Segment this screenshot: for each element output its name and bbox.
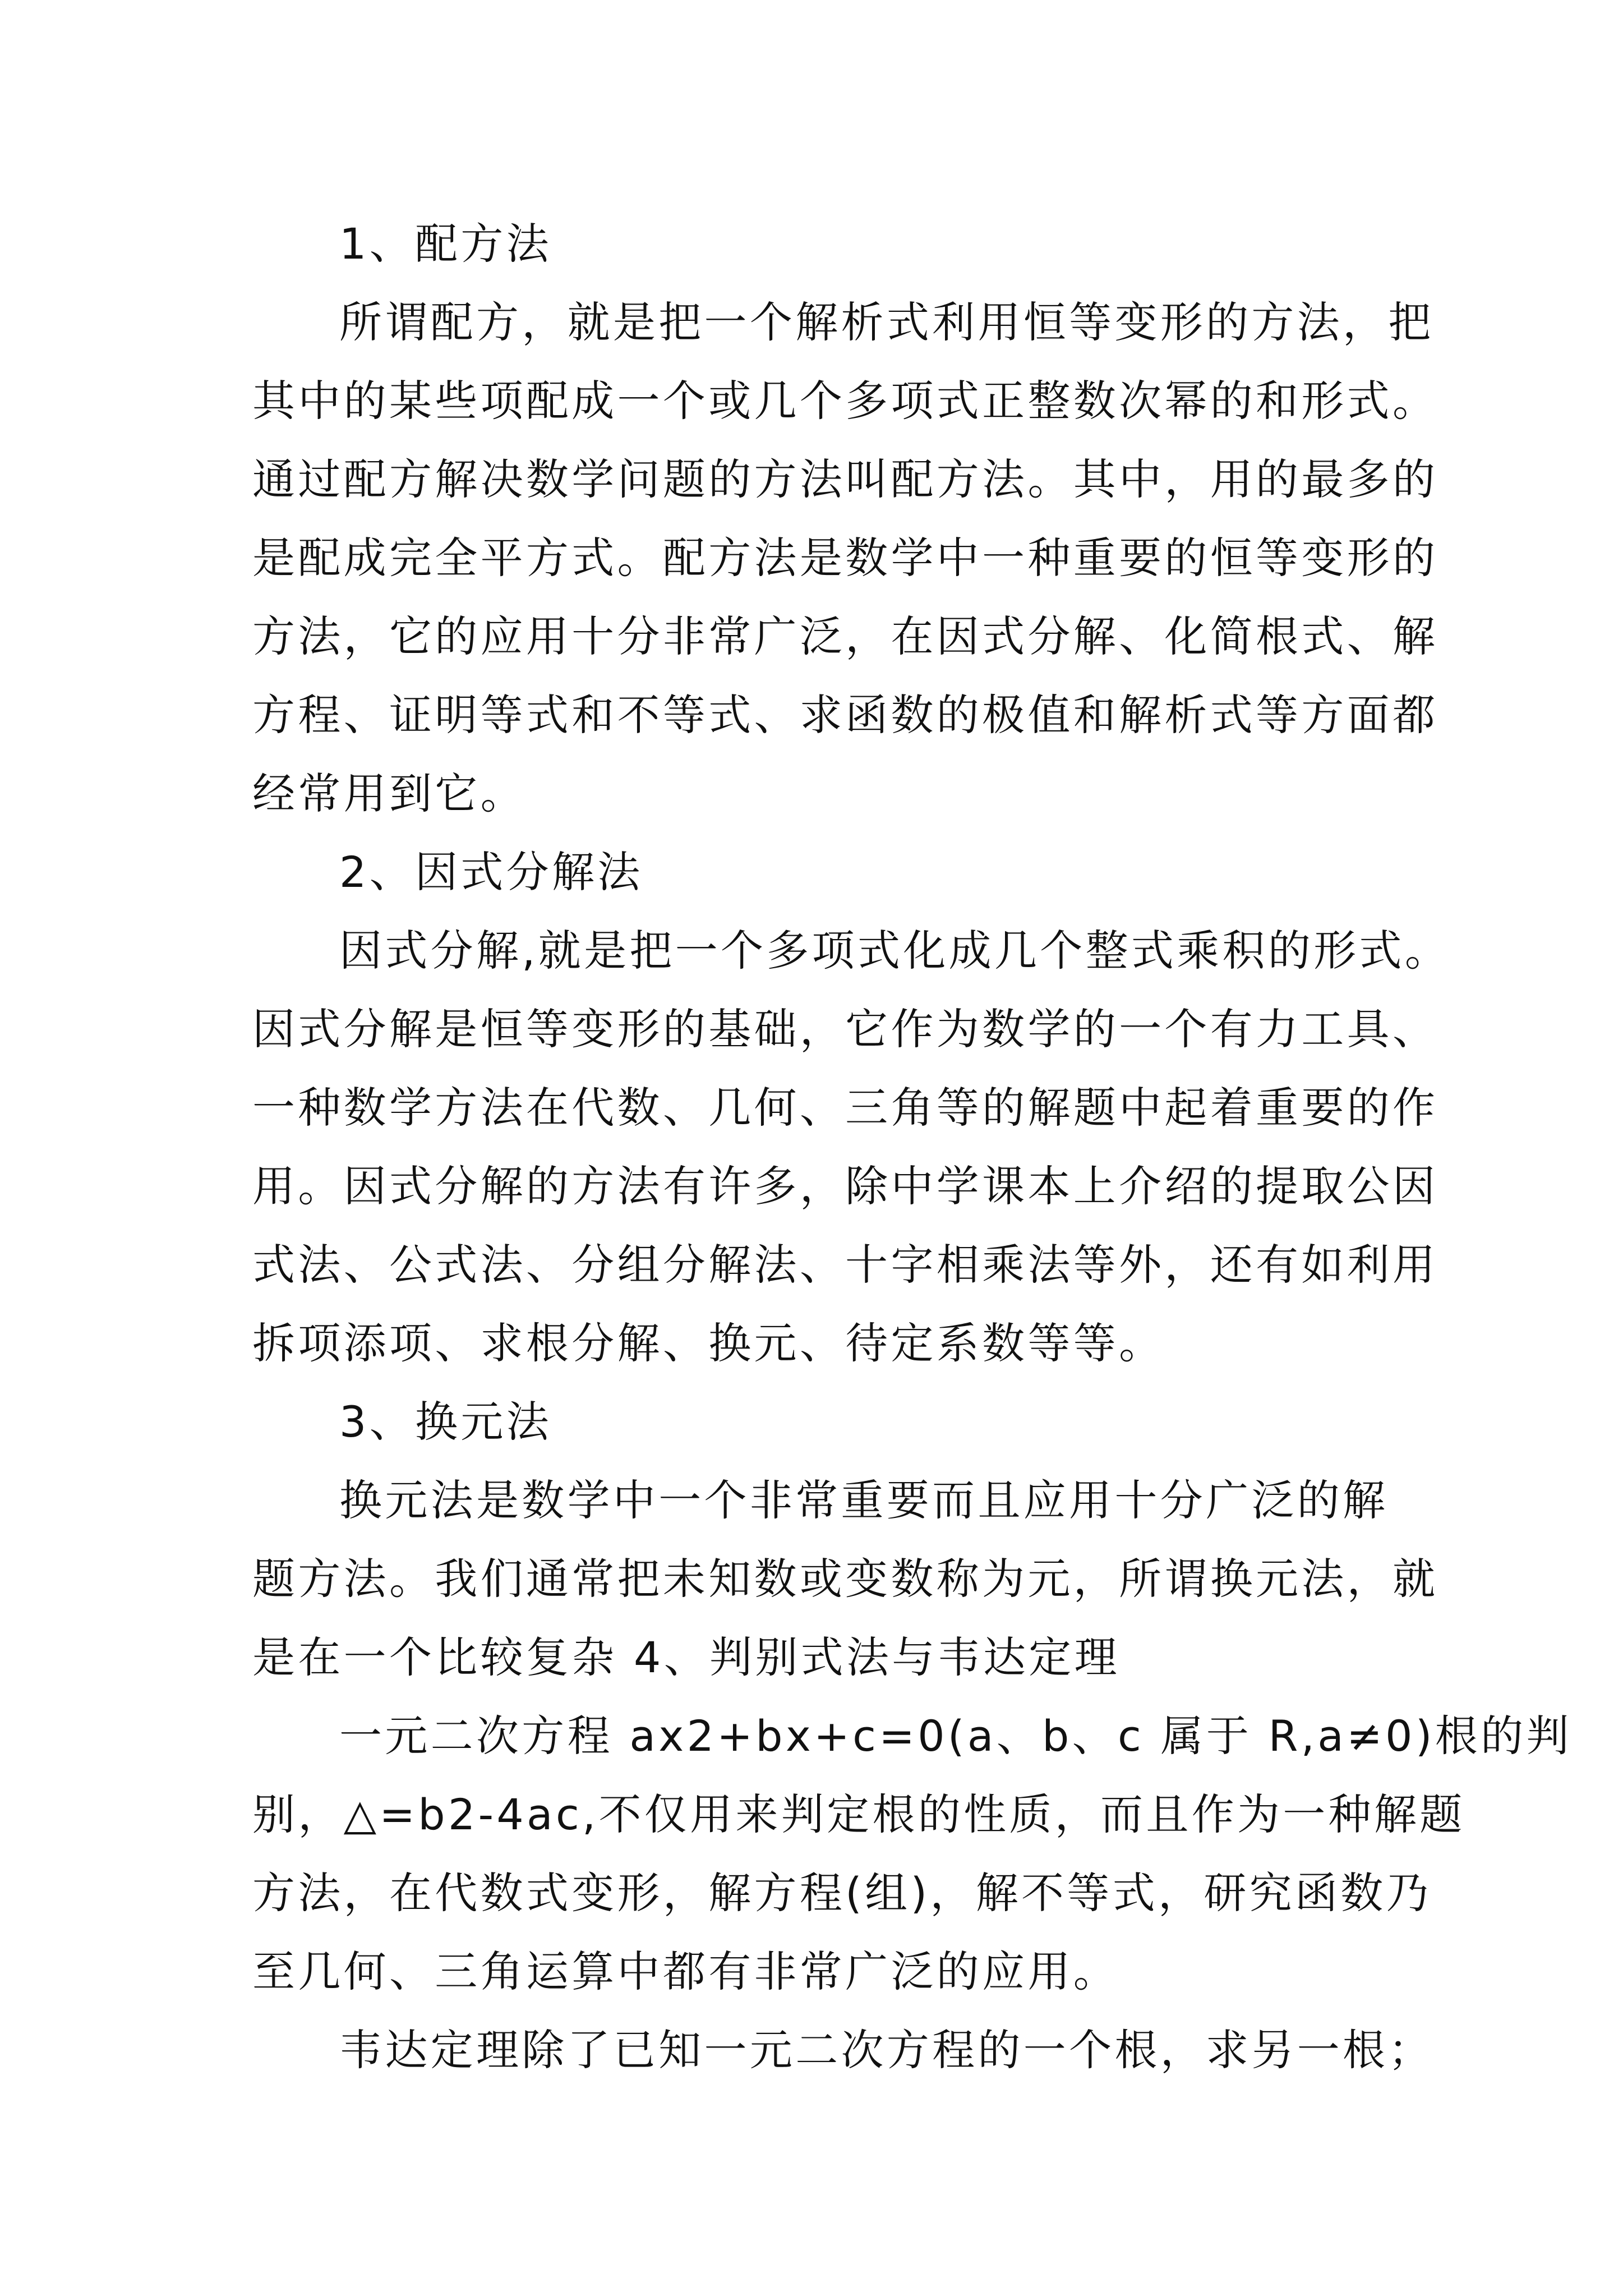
text-line: 3、换元法 [339,1397,552,1447]
text-line: 是在一个比较复杂 4、判别式法与韦达定理 [252,1632,1120,1682]
text-line: 通过配方解决数学问题的方法叫配方法。其中，用的最多的 [252,454,1438,504]
paragraph-line [0,1153,1623,1220]
text-line: 至几何、三角运算中都有非常广泛的应用。 [252,1947,1119,1996]
paragraph-line [0,917,1623,984]
paragraph-line [0,1074,1623,1142]
heading-3 [0,1388,1623,1456]
heading-1 [0,210,1623,278]
paragraph-line [0,1624,1623,1691]
text-line: 式法、公式法、分组分解法、十字相乘法等外，还有如利用 [252,1240,1438,1290]
paragraph-line [0,446,1623,513]
paragraph-line [0,1860,1623,1927]
paragraph-line [0,1467,1623,1534]
heading-2 [0,839,1623,906]
text-line: 经常用到它。 [252,769,526,818]
paragraph-line [0,1231,1623,1299]
text-line: 所谓配方，就是把一个解析式利用恒等变形的方法，把 [339,297,1434,347]
text-line: 换元法是数学中一个非常重要而且应用十分广泛的解 [339,1475,1389,1525]
text-line: 别，△=b2-4ac,不仅用来判定根的性质，而且作为一种解题 [252,1789,1465,1839]
paragraph-line [0,1938,1623,2005]
text-line: 方法，在代数式变形，解方程(组)，解不等式，研究函数乃 [252,1868,1432,1918]
paragraph-line [0,682,1623,749]
paragraph-line [0,1781,1623,1848]
paragraph-line [0,524,1623,592]
text-line: 是配成完全平方式。配方法是数学中一种重要的恒等变形的 [252,533,1438,583]
text-line: 其中的某些项配成一个或几个多项式正整数次幂的和形式。 [252,376,1438,426]
text-line: 因式分解,就是把一个多项式化成几个整式乘积的形式。 [339,926,1451,976]
text-line: 拆项添项、求根分解、换元、待定系数等等。 [252,1318,1165,1368]
paragraph-line [0,760,1623,827]
paragraph-line [0,996,1623,1063]
paragraph-line [0,1703,1623,1770]
text-line: 一元二次方程 ax2+bx+c=0(a、b、c 属于 R,a≠0)根的判 [339,1711,1572,1761]
text-line: 用。因式分解的方法有许多，除中学课本上介绍的提取公因 [252,1161,1438,1211]
text-line: 方程、证明等式和不等式、求函数的极值和解析式等方面都 [252,690,1438,740]
paragraph-line [0,603,1623,670]
paragraph-line [0,289,1623,356]
paragraph-line [0,1545,1623,1613]
paragraph-line [0,1310,1623,1377]
text-line: 韦达定理除了已知一元二次方程的一个根，求另一根； [339,2025,1434,2075]
text-line: 因式分解是恒等变形的基础，它作为数学的一个有力工具、 [252,1004,1438,1054]
text-line: 题方法。我们通常把未知数或变数称为元，所谓换元法，就 [252,1554,1438,1604]
text-line: 2、因式分解法 [339,847,643,897]
text-line: 一种数学方法在代数、几何、三角等的解题中起着重要的作 [252,1083,1438,1133]
paragraph-line [0,367,1623,435]
text-line: 方法，它的应用十分非常广泛，在因式分解、化简根式、解 [252,611,1438,661]
paragraph-line [0,2017,1623,2084]
text-line: 1、配方法 [339,219,552,269]
